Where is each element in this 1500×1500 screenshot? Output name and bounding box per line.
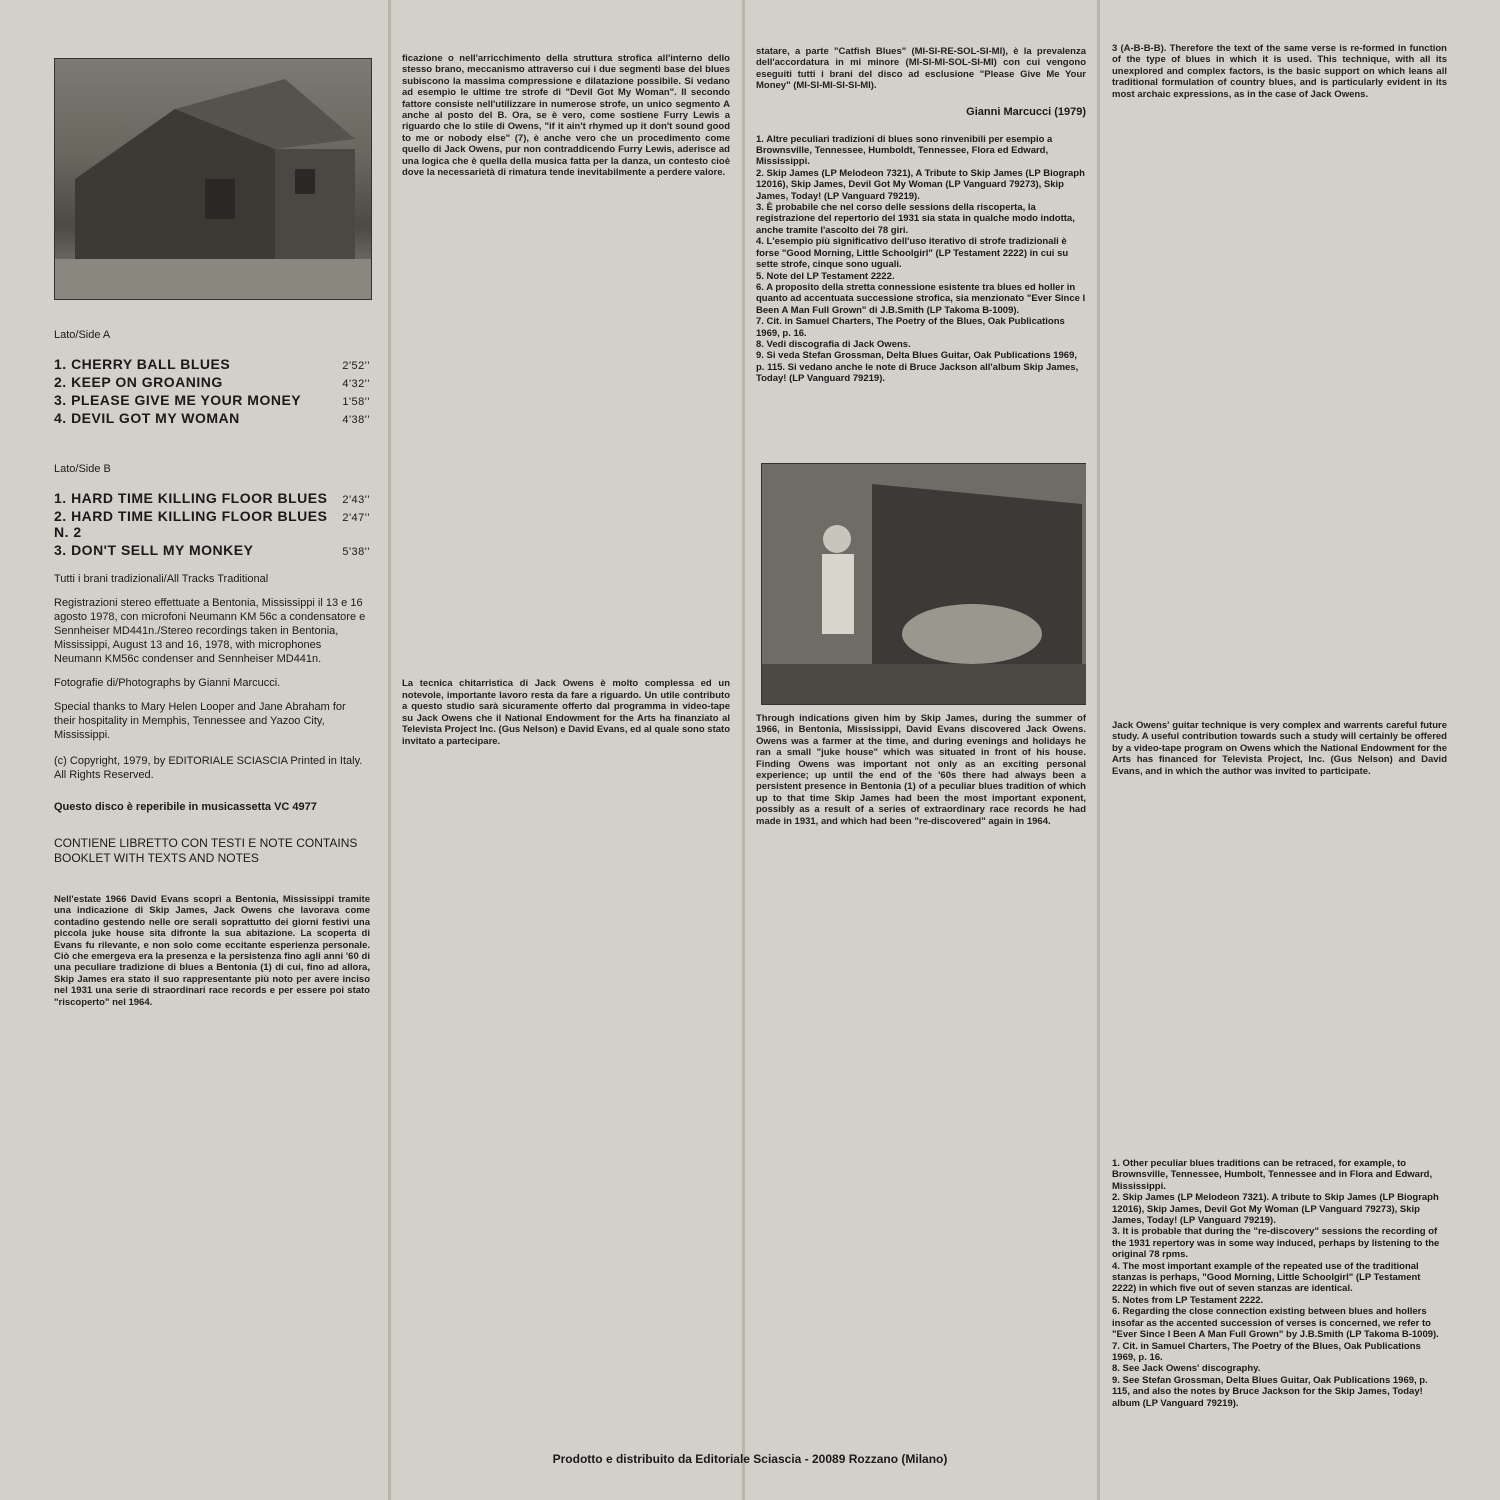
track-row — [54, 410, 370, 426]
footnote: 1. Other peculiar blues traditions can be retraced, for example, to Brownsville, Tennessee, Humbolt, Tennessee and in Flora and Edward, Mississippi. — [1112, 1158, 1433, 1192]
side-b-tracklist — [54, 490, 370, 558]
right-column — [1112, 28, 1447, 1480]
track-title: 1. CHERRY BALL BLUES — [54, 356, 231, 372]
column-divider — [742, 0, 745, 1500]
footnote: 7. Cit. in Samuel Charters, The Poetry of the Blues, Oak Publications 1969, p. 16. — [1112, 1340, 1421, 1363]
italian-footnotes — [756, 134, 1086, 385]
track-time: 4'38'' — [342, 414, 370, 426]
footnote: 5. Notes from LP Testament 2222. — [1112, 1294, 1264, 1306]
english-footnotes — [1112, 1158, 1447, 1409]
credits-traditional: Tutti i brani tradizionali/All Tracks Traditional — [54, 573, 269, 585]
author-signature: Gianni Marcucci (1979) — [966, 105, 1086, 118]
italian-essay-intro: Nell'estate 1966 David Evans scoprì a Bentonia, Mississippi tramite una indicazione di Skip James, Jack Owens che lavorava come contadino gestendo nelle ore serali soprattutto dei giorni festivi una piccola juke house sita difronte la sua abitazione. La scoperta di Evans fu rilevante, e non solo come eccitante esperienza personale. Ciò che emergeva era la presenza e la persistenza fino agli anni '60 di una peculiare tradizione di blues a Bentonia (1) di cui, fino ad allora, Skip James era stato il suo rappresentante più noto per avere inciso nel 1931 una serie di straordinari race records e per essere poi stato "riscoperto" nel 1964. — [54, 894, 370, 1008]
track-title: 1. HARD TIME KILLING FLOOR BLUES — [54, 490, 328, 506]
footnote: 4. L'esempio più significativo dell'uso iterativo di strofe tradizionali è forse "Good Morning, Little Schoolgirl" (LP Testament 2222) in cui su sette strofe, cinque sono uguali. — [756, 236, 1069, 271]
italian-guitar-section: La tecnica chitarristica di Jack Owens è molto complessa ed un notevole, importante lavoro resta da fare a riguardo. Un utile contributo a questo studio sarà sicuramente offerto dal programma in video-tape su Jack Owens che il National Endowment for the Arts ha finanziato al Televista Project Inc. (Gus Nelson) e David Evans, ed al quale sono stato invitato a partecipare. — [402, 678, 730, 747]
track-time: 2'52'' — [342, 360, 370, 372]
footer-distributor: Prodotto e distribuito da Editoriale Sciascia - 20089 Rozzano (Milano) — [552, 1452, 948, 1466]
track-time: 1'58'' — [342, 396, 370, 408]
musician-photo — [761, 463, 1086, 705]
english-essay-continued: 3 (A-B-B-B). Therefore the text of the same verse is re-formed in function of the type of blues in which it is used. This technique, with all its unexplored and complex factors, is the basic support on which leans all traditional formulation of country blues, and is particularly evident in its most archaic expressions, as in the case of Jack Owens. — [1112, 43, 1447, 100]
credits-photos: Fotografie di/Photographs by Gianni Marcucci. — [54, 677, 281, 689]
center-left-column — [402, 28, 730, 1480]
english-essay-intro: Through indications given him by Skip James, during the summer of 1966, in Bentonia, Mississippi, David Evans discovered Jack Owens. Owens was a farmer at the time, and during evenings and holidays he ran a small "juke house" which was situated in front of his house. Finding Owens was important not only as an exciting personal experience; up until the end of the '60s there had always been a persistent presence in Bentonia (1) of a peculiar blues tradition of which up to that time Skip James had been the most important exponent, possibly as a result of a series of extraordinary race records he had made in 1931, and which had been "re-discovered" again in 1964. — [756, 713, 1086, 827]
copyright: (c) Copyright, 1979, by EDITORIALE SCIASCIA Printed in Italy. All Rights Reserved. — [54, 755, 363, 781]
booklet-note: CONTIENE LIBRETTO CON TESTI E NOTE CONTAINS BOOKLET WITH TEXTS AND NOTES — [54, 836, 358, 865]
track-row — [54, 392, 370, 408]
track-time: 2'47'' — [342, 512, 370, 524]
track-title: 2. KEEP ON GROANING — [54, 374, 223, 390]
center-right-column — [756, 28, 1086, 1480]
track-time: 4'32'' — [342, 378, 370, 390]
left-column — [50, 28, 375, 1480]
track-title: 3. DON'T SELL MY MONKEY — [54, 542, 254, 558]
italian-essay-continued: ficazione o nell'arricchimento della struttura strofica all'interno dello stesso brano, meccanismo attraverso cui i due segmenti base del blues subiscono la massima compressione e dilatazione possibile. Si vedano ad esempio le ultime tre strofe di "Devil Got My Woman". Il secondo fattore consiste nell'utilizzare in numerose strofe, un unico segmento A anche al posto del B. Ora, se è vero, come sostiene Furry Lewis a riguardo che lo stile di Owens, "if it ain't rhymed up it don't sound good to me or nobody else" (7), è anche vero che un procedimento come quello di Jack Owens, pur non contraddicendo Furry Lewis, aderisce ad una logica che è quella della musica fatta per la danza, un contesto cioè dove la necessarietà di rimatura tende inevitabilmente a perdere valore. — [402, 53, 730, 179]
track-title: 3. PLEASE GIVE ME YOUR MONEY — [54, 392, 302, 408]
italian-essay-end: statare, a parte "Catfish Blues" (MI-SI-RE-SOL-SI-MI), è la prevalenza dell'accordatura in mi minore (MI-SI-MI-SOL-SI-MI) con cui vengono eseguiti tutti i brani del disco ad esclusione "Please Give Me Your Money" (MI-SI-MI-SI-SI-MI). — [756, 46, 1086, 92]
track-row — [54, 374, 370, 390]
footnote: 9. Si veda Stefan Grossman, Delta Blues Guitar, Oak Publications 1969, p. 115. Si vedano anche le note di Bruce Jackson all'album Skip James, Today! (LP Vanguard 79219). — [756, 350, 1079, 385]
footnote: 3. It is probable that during the "re-discovery" sessions the recording of the 1931 repertory was in some way induced, perhaps by listening to the original 78 rpms. — [1112, 1226, 1440, 1261]
track-time: 2'43'' — [342, 494, 370, 506]
side-b-heading: Lato/Side B — [54, 463, 111, 475]
side-a-heading: Lato/Side A — [54, 329, 111, 341]
footnote: 1. Altre peculiari tradizioni di blues sono rinvenibili per esempio a Brownsville, Tennessee, Humboldt, Tennessee, Flora ed Edward, Mississippi. — [756, 133, 1053, 168]
track-row — [54, 542, 370, 558]
footnote: 9. See Stefan Grossman, Delta Blues Guitar, Oak Publications 1969, p. 115, and also the notes by Bruce Jackson for the Skip James, Today! album (LP Vanguard 79219). — [1112, 1374, 1428, 1409]
footnote: 3. È probabile che nel corso delle sessions della riscoperta, la registrazione del repertorio del 1931 sia stata in qualche modo indotta, anche tramite l'ascolto dei 78 giri. — [756, 202, 1075, 236]
track-row — [54, 490, 370, 506]
footnote: 4. The most important example of the repeated use of the traditional stanzas is perhaps, "Good Morning, Little Schoolgirl" (LP Testament 2222) in which five out of seven stanzas are identical. — [1112, 1260, 1421, 1295]
cassette-note: Questo disco è reperibile in musicassetta VC 4977 — [54, 801, 317, 813]
house-photo-drawing — [55, 59, 371, 299]
credits-thanks: Special thanks to Mary Helen Looper and Jane Abraham for their hospitality in Memphis, Tennessee and Yazoo City, Mississippi. — [54, 701, 346, 741]
footnote: 6. Regarding the close connection existing between blues and hollers insofar as the accented succession of verses is concerned, we refer to "Ever Since I Been A Man Full Grown" by J.B.Smith (LP Takoma B-1009). — [1112, 1306, 1439, 1341]
english-guitar-section: Jack Owens' guitar technique is very complex and warrents careful future study. A useful contribution towards such a study will certainly be offered by a video-tape program on Owens which the National Endowment for the Arts has financed for Televista Project, Inc. (Gus Nelson) and David Evans, and in which the author was invited to participate. — [1112, 720, 1447, 777]
column-divider — [1097, 0, 1100, 1500]
track-title: 2. HARD TIME KILLING FLOOR BLUES N. 2 — [54, 508, 328, 540]
house-photo — [54, 58, 372, 300]
musician-photo-drawing — [762, 464, 1086, 704]
side-a-tracklist — [54, 356, 370, 426]
footnote: 5. Note del LP Testament 2222. — [756, 270, 895, 282]
track-title: 4. DEVIL GOT MY WOMAN — [54, 410, 240, 426]
track-row — [54, 508, 370, 540]
footnote: 2. Skip James (LP Melodeon 7321), A Tribute to Skip James (LP Biograph 12016), Skip James, Devil Got My Woman (LP Vanguard 79273), Skip James, Today! (LP Vanguard 79219). — [756, 167, 1085, 202]
credits-recording: Registrazioni stereo effettuate a Bentonia, Mississippi il 13 e 16 agosto 1978, con microfoni Neumann KM 56c a condensatore e Sennheiser MD441n./Stereo recordings taken in Bentonia, Mississippi, August 13 and 16, 1978, with microphones Neumann KM56c condenser and Sennheiser MD441n. — [54, 597, 366, 665]
footnote: 8. Vedi discografia di Jack Owens. — [756, 338, 911, 350]
footnote: 2. Skip James (LP Melodeon 7321). A tribute to Skip James (LP Biograph 12016), Skip James, Devil Got My Woman (LP Vanguard 79273), Skip James, Today! (LP Vanguard 79219). — [1112, 1192, 1439, 1227]
column-divider — [388, 0, 391, 1500]
footnote: 8. See Jack Owens' discography. — [1112, 1363, 1261, 1375]
track-time: 5'38'' — [342, 546, 370, 558]
footnote: 7. Cit. in Samuel Charters, The Poetry of the Blues, Oak Publications 1969, p. 16. — [756, 316, 1065, 339]
track-row — [54, 356, 370, 372]
footnote: 6. A proposito della stretta connessione esistente tra blues ed holler in quanto ad accentuata successione strofica, sia menzionato "Ever Since I Been A Man Full Grown" di J.B.Smith (LP Takoma B-1009). — [756, 281, 1086, 316]
